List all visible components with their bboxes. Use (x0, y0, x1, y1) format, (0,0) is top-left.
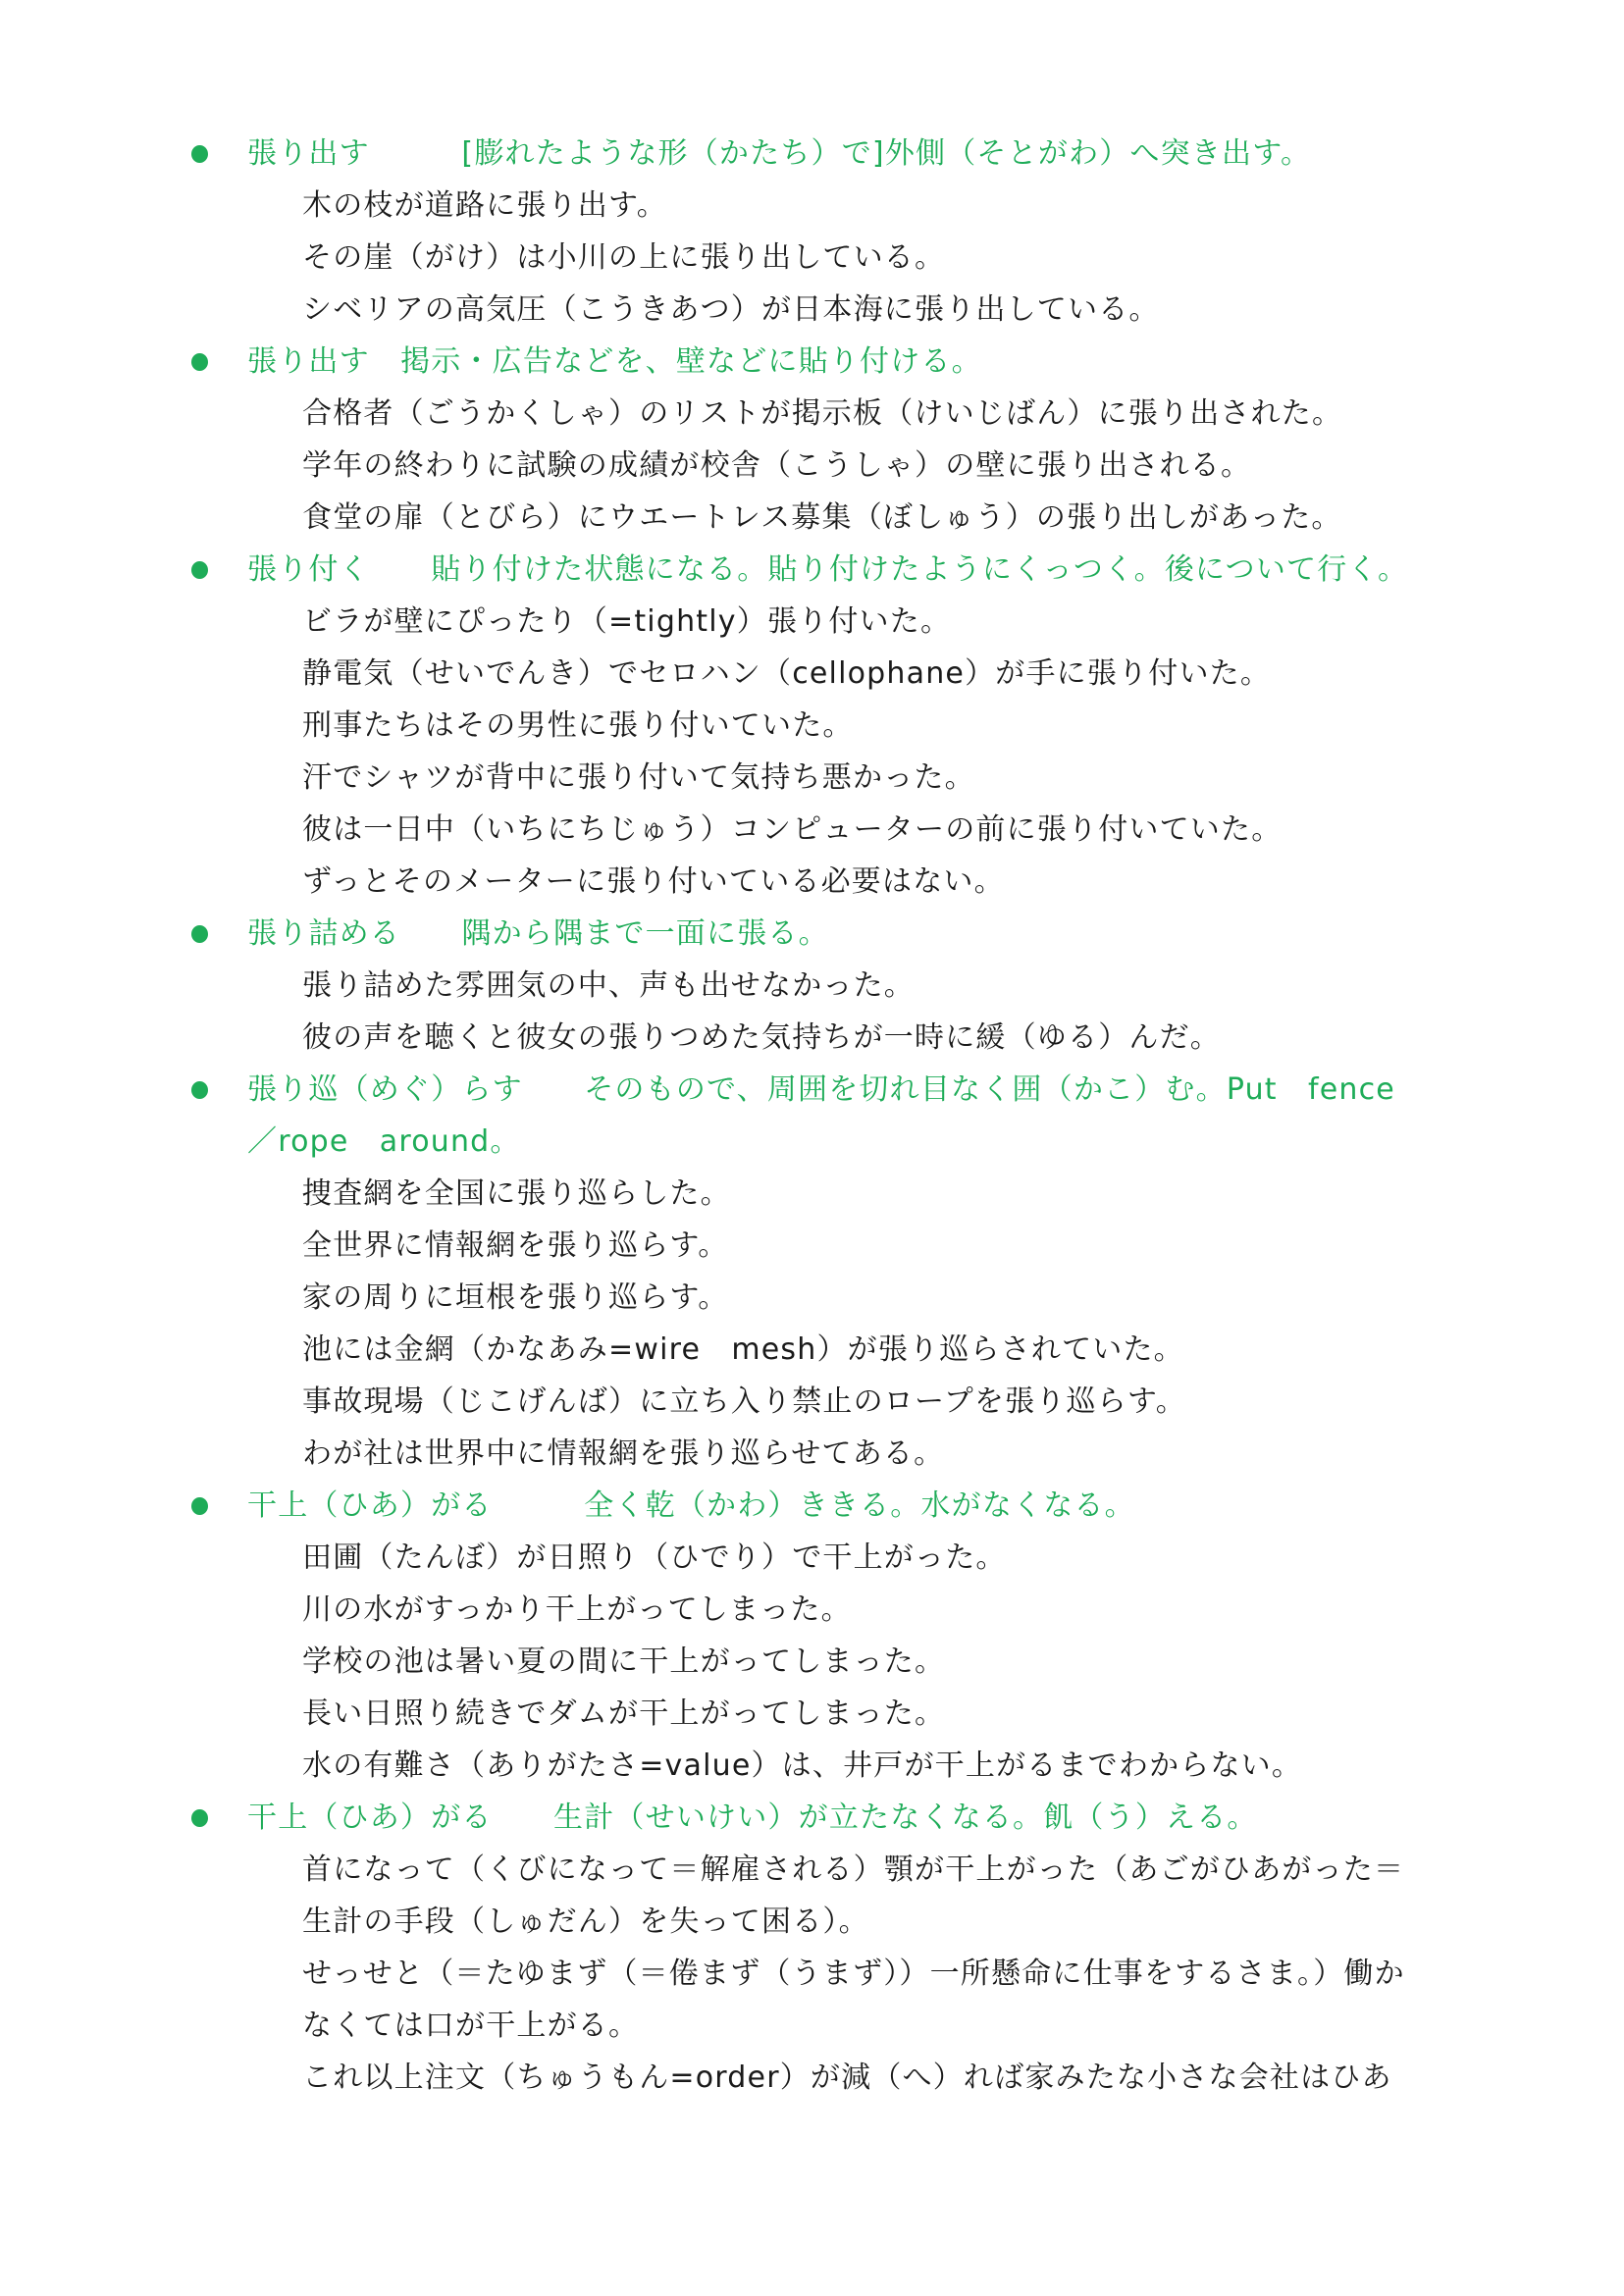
entry-heading (247, 908, 1425, 960)
vocab-entry (247, 908, 1425, 1064)
headword-definition-spacer (370, 344, 400, 379)
example-sentence: 彼の声を聴くと彼女の張りつめた気持ちが一時に緩（ゆる）んだ。 (302, 1020, 1221, 1055)
entry-definition: 掲示・広告などを、壁などに貼り付ける。 (400, 344, 982, 379)
example-sentence: 静電気（せいでんき）でセロハン（cellophane）が手に張り付いた。 (302, 656, 1272, 691)
example-sentence: 食堂の扉（とびら）にウエートレス募集（ぼしゅう）の張り出しがあった。 (302, 500, 1342, 535)
example-sentence: 川の水がすっかり干上がってしまった。 (302, 1592, 852, 1627)
example-list (302, 180, 1425, 336)
headword-definition-spacer (493, 1488, 585, 1523)
bullet-icon (191, 1497, 208, 1515)
entry-definition: そのもので、周囲を切れ目なく囲（かこ）む。Put fence／rope around。 (247, 1072, 1395, 1159)
vocab-entry (247, 1064, 1425, 1480)
example-sentence: 合格者（ごうかくしゃ）のリストが掲示板（けいじばん）に張り出された。 (302, 396, 1343, 431)
entry-heading (247, 1792, 1425, 1844)
entry-headword: 張り付く (247, 552, 370, 587)
example-sentence: 家の周りに垣根を張り巡らす。 (302, 1280, 729, 1315)
headword-definition-spacer (493, 1800, 553, 1835)
entry-heading (247, 1480, 1425, 1532)
example-sentence: 張り詰めた雰囲気の中、声も出せなかった。 (302, 968, 915, 1003)
entry-headword: 干上（ひあ）がる (247, 1488, 493, 1523)
entry-headword: 張り詰める (247, 916, 400, 951)
example-sentence: ビラが壁にぴったり（=tightly）張り付いた。 (302, 604, 952, 639)
entry-list (247, 128, 1425, 2104)
example-sentence: 首になって（くびになって＝解雇される）顎が干上がった（あごがひあがった＝生計の手段（しゅだん）を失って困る）。 (302, 1852, 1405, 1939)
vocab-entry (247, 128, 1425, 336)
example-list (302, 1168, 1425, 1480)
entry-definition: 貼り付けた状態になる。貼り付けたようにくっつく。後について行く。 (431, 552, 1409, 587)
example-sentence: シベリアの高気圧（こうきあつ）が日本海に張り出している。 (302, 292, 1160, 327)
example-sentence: 田圃（たんぼ）が日照り（ひでり）で干上がった。 (302, 1540, 1007, 1575)
entry-headword: 干上（ひあ）がる (247, 1800, 493, 1835)
example-sentence: 全世界に情報網を張り巡らす。 (302, 1228, 729, 1263)
example-sentence: 汗でシャツが背中に張り付いて気持ち悪かった。 (302, 760, 975, 795)
example-sentence: 池には金網（かなあみ=wire mesh）が張り巡らされていた。 (302, 1332, 1184, 1367)
entry-heading (247, 1064, 1425, 1168)
vocab-entry (247, 544, 1425, 908)
example-sentence: 捜査網を全国に張り巡らした。 (302, 1176, 731, 1211)
example-list (302, 388, 1425, 544)
bullet-icon (191, 1081, 208, 1099)
entry-definition: [膨れたような形（かたち）で]外側（そとがわ）へ突き出す。 (461, 136, 1312, 171)
example-sentence: 刑事たちはその男性に張り付いていた。 (302, 708, 854, 743)
vocab-entry (247, 336, 1425, 544)
example-sentence: せっせと（＝たゆまず（＝倦まず（うまず））一所懸命に仕事をするさま。）働かなくては口が干上がる。 (302, 1957, 1405, 2043)
example-list (302, 596, 1425, 908)
bullet-icon (191, 1809, 208, 1827)
bullet-icon (191, 561, 208, 579)
bullet-icon (191, 925, 208, 943)
entry-heading (247, 544, 1425, 596)
entry-heading (247, 336, 1425, 388)
example-list (302, 1532, 1425, 1792)
example-sentence: その崖（がけ）は小川の上に張り出している。 (302, 240, 946, 275)
entry-definition: 隅から隅まで一面に張る。 (461, 916, 829, 951)
example-sentence: 学校の池は暑い夏の間に干上がってしまった。 (302, 1644, 946, 1679)
example-sentence: 長い日照り続きでダムが干上がってしまった。 (302, 1696, 946, 1731)
entry-headword: 張り出す (247, 344, 370, 379)
entry-definition: 全く乾（かわ）ききる。水がなくなる。 (584, 1488, 1135, 1523)
headword-definition-spacer (523, 1072, 584, 1107)
entry-headword: 張り巡（めぐ）らす (247, 1072, 523, 1107)
entry-heading (247, 128, 1425, 180)
example-sentence: ずっとそのメーターに張り付いている必要はない。 (302, 864, 1005, 899)
bullet-icon (191, 353, 208, 371)
example-list (302, 1844, 1425, 2104)
example-sentence: これ以上注文（ちゅうもん=order）が減（へ）れば家みたな小さな会社はひあ (302, 2061, 1392, 2095)
example-list (302, 960, 1425, 1064)
headword-definition-spacer (400, 916, 461, 951)
headword-definition-spacer (370, 136, 462, 171)
vocab-entry (247, 1480, 1425, 1792)
headword-definition-spacer (370, 552, 431, 587)
example-sentence: 事故現場（じこげんば）に立ち入り禁止のロープを張り巡らす。 (302, 1384, 1186, 1419)
example-sentence: 木の枝が道路に張り出す。 (302, 188, 667, 223)
example-sentence: わが社は世界中に情報網を張り巡らせてある。 (302, 1436, 945, 1471)
entry-definition: 生計（せいけい）が立たなくなる。飢（う）える。 (553, 1800, 1258, 1835)
example-sentence: 彼は一日中（いちにちじゅう）コンピューターの前に張り付いていた。 (302, 812, 1283, 847)
vocab-entry (247, 1792, 1425, 2104)
example-sentence: 学年の終わりに試験の成績が校舎（こうしゃ）の壁に張り出される。 (302, 448, 1252, 483)
bullet-icon (191, 145, 208, 163)
entry-headword: 張り出す (247, 136, 370, 171)
example-sentence: 水の有難さ（ありがたさ=value）は、井戸が干上がるまでわからない。 (302, 1748, 1303, 1783)
